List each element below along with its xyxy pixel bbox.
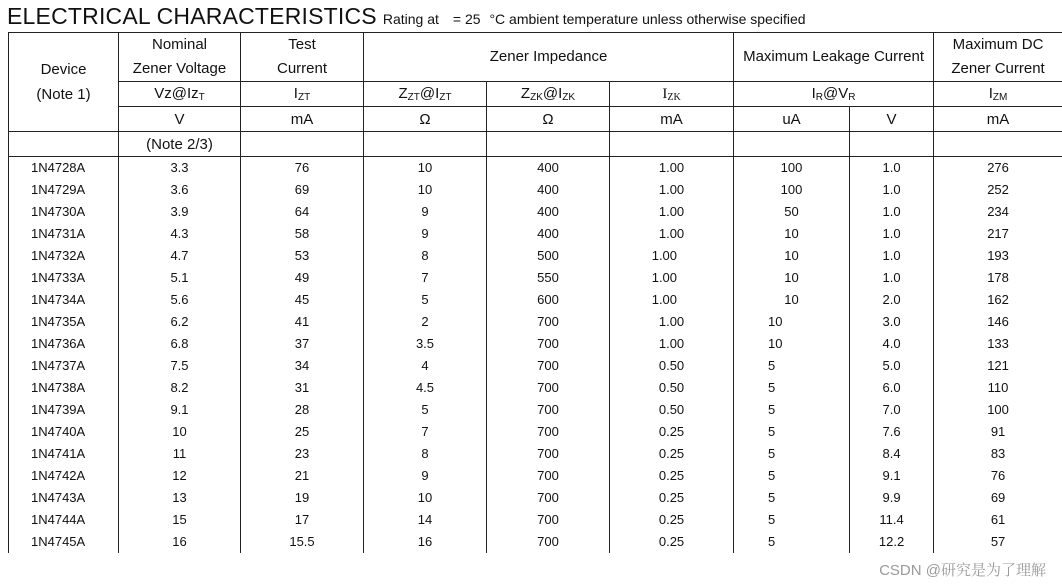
cell-izt: 21	[241, 465, 364, 487]
cell-vr: 1.0	[850, 201, 934, 223]
cell-device: 1N4745A	[9, 531, 119, 553]
table-row	[9, 531, 1062, 553]
characteristics-table	[8, 32, 1062, 553]
cell-vr: 1.0	[850, 223, 934, 245]
cell-izm: 83	[934, 443, 1062, 465]
cell-izt: 49	[241, 267, 364, 289]
cell-zzt: 9	[364, 201, 487, 223]
table-row	[9, 179, 1062, 201]
table-row	[9, 201, 1062, 223]
note-empty	[734, 132, 850, 157]
unit-ma: mA	[241, 107, 364, 132]
cell-zzt: 9	[364, 223, 487, 245]
table-row	[9, 355, 1062, 377]
cell-vr: 8.4	[850, 443, 934, 465]
table-row	[9, 421, 1062, 443]
cell-izt: 25	[241, 421, 364, 443]
cell-izk: 1.00	[610, 245, 734, 267]
title-rating: Rating at	[382, 11, 439, 27]
cell-ir: 10	[734, 289, 850, 311]
sym-izt: $I_{ZT}$	[241, 82, 364, 107]
sym-izm: $I_{ZM}$	[934, 82, 1062, 107]
cell-vr: 1.0	[850, 267, 934, 289]
cell-ir: 5	[734, 421, 850, 443]
cell-device: 1N4744A	[9, 509, 119, 531]
cell-izm: 217	[934, 223, 1062, 245]
cell-zzt: 7	[364, 421, 487, 443]
cell-izm: 162	[934, 289, 1062, 311]
cell-izm: 178	[934, 267, 1062, 289]
cell-zzk: 700	[487, 531, 610, 553]
cell-izt: 31	[241, 377, 364, 399]
cell-izk: 0.50	[610, 355, 734, 377]
cell-izm: 76	[934, 465, 1062, 487]
cell-zzk: 700	[487, 355, 610, 377]
cell-zzt: 4	[364, 355, 487, 377]
cell-vr: 4.0	[850, 333, 934, 355]
cell-vr: 6.0	[850, 377, 934, 399]
cell-izm: 61	[934, 509, 1062, 531]
max-dc-line-1: Maximum DC	[952, 36, 1044, 53]
cell-vr: 11.4	[850, 509, 934, 531]
cell-zzk: 400	[487, 223, 610, 245]
cell-vr: 7.0	[850, 399, 934, 421]
cell-izt: 19	[241, 487, 364, 509]
cell-izk: 0.25	[610, 443, 734, 465]
cell-zzt: 16	[364, 531, 487, 553]
cell-zzt: 9	[364, 465, 487, 487]
symbol-row	[9, 82, 1062, 107]
cell-izk: 0.50	[610, 377, 734, 399]
cell-vr: 1.0	[850, 179, 934, 201]
cell-vr: 1.0	[850, 157, 934, 179]
cell-zzk: 400	[487, 201, 610, 223]
test-line-1: Test	[288, 36, 316, 53]
cell-device: 1N4737A	[9, 355, 119, 377]
cell-device: 1N4741A	[9, 443, 119, 465]
cell-zzt: 7	[364, 267, 487, 289]
cell-vz: 3.9	[119, 201, 241, 223]
cell-vz: 9.1	[119, 399, 241, 421]
cell-device: 1N4734A	[9, 289, 119, 311]
cell-device: 1N4733A	[9, 267, 119, 289]
cell-vz: 10	[119, 421, 241, 443]
cell-izm: 276	[934, 157, 1062, 179]
cell-izk: 1.00	[610, 333, 734, 355]
cell-device: 1N4730A	[9, 201, 119, 223]
note-empty	[487, 132, 610, 157]
cell-zzt: 10	[364, 157, 487, 179]
cell-zzt: 4.5	[364, 377, 487, 399]
cell-izt: 28	[241, 399, 364, 421]
cell-ir: 10	[734, 333, 850, 355]
cell-zzk: 400	[487, 157, 610, 179]
cell-izm: 121	[934, 355, 1062, 377]
unit-row	[9, 107, 1062, 132]
cell-ir: 5	[734, 377, 850, 399]
cell-zzk: 550	[487, 267, 610, 289]
cell-izk: 1.00	[610, 179, 734, 201]
cell-izt: 41	[241, 311, 364, 333]
cell-vz: 12	[119, 465, 241, 487]
cell-zzt: 5	[364, 399, 487, 421]
cell-vr: 1.0	[850, 245, 934, 267]
note-empty	[934, 132, 1062, 157]
unit-ohm-zzk: Ω	[487, 107, 610, 132]
cell-izt: 34	[241, 355, 364, 377]
cell-izm: 91	[934, 421, 1062, 443]
unit-v: V	[119, 107, 241, 132]
cell-izk: 0.50	[610, 399, 734, 421]
cell-ir: 100	[734, 179, 850, 201]
cell-zzt: 10	[364, 487, 487, 509]
nominal-line-1: Nominal	[151, 36, 208, 53]
max-dc-line-2: Zener Current	[951, 60, 1045, 77]
cell-izm: 234	[934, 201, 1062, 223]
max-dc-header	[934, 33, 1062, 82]
cell-izm: 252	[934, 179, 1062, 201]
sym-izk: $I_{ZK}$	[610, 82, 734, 107]
table-row	[9, 311, 1062, 333]
cell-zzt: 10	[364, 179, 487, 201]
max-leakage-header: Maximum Leakage Current	[734, 33, 934, 82]
test-current-header	[241, 33, 364, 82]
sym-vz: $Vz@Iz_T$	[119, 82, 241, 107]
cell-zzk: 700	[487, 421, 610, 443]
note-empty	[241, 132, 364, 157]
test-line-2: Current	[276, 60, 328, 77]
cell-vr: 9.1	[850, 465, 934, 487]
nominal-line-2: Zener Voltage	[132, 60, 227, 77]
title-temp: = 25	[452, 11, 481, 27]
cell-zzk: 700	[487, 509, 610, 531]
cell-ir: 5	[734, 443, 850, 465]
device-label: Device	[40, 61, 87, 78]
cell-ir: 5	[734, 509, 850, 531]
unit-ohm-zzt: Ω	[364, 107, 487, 132]
cell-izt: 53	[241, 245, 364, 267]
cell-ir: 50	[734, 201, 850, 223]
cell-zzt: 8	[364, 443, 487, 465]
cell-zzt: 8	[364, 245, 487, 267]
cell-zzt: 14	[364, 509, 487, 531]
cell-zzt: 2	[364, 311, 487, 333]
cell-vz: 4.7	[119, 245, 241, 267]
cell-device: 1N4735A	[9, 311, 119, 333]
cell-ir: 10	[734, 245, 850, 267]
section-title	[7, 3, 806, 30]
cell-device: 1N4742A	[9, 465, 119, 487]
cell-ir: 10	[734, 267, 850, 289]
note-empty	[610, 132, 734, 157]
cell-vr: 5.0	[850, 355, 934, 377]
cell-zzk: 700	[487, 333, 610, 355]
note-empty	[850, 132, 934, 157]
cell-zzk: 700	[487, 465, 610, 487]
cell-izt: 17	[241, 509, 364, 531]
cell-zzk: 500	[487, 245, 610, 267]
cell-vz: 15	[119, 509, 241, 531]
cell-izk: 0.25	[610, 421, 734, 443]
cell-zzk: 600	[487, 289, 610, 311]
cell-zzk: 700	[487, 311, 610, 333]
cell-izt: 69	[241, 179, 364, 201]
cell-izt: 76	[241, 157, 364, 179]
cell-izk: 1.00	[610, 223, 734, 245]
cell-vz: 11	[119, 443, 241, 465]
cell-izt: 37	[241, 333, 364, 355]
table-row	[9, 443, 1062, 465]
cell-izk: 0.25	[610, 465, 734, 487]
cell-device: 1N4740A	[9, 421, 119, 443]
title-main: ELECTRICAL CHARACTERISTICS	[7, 3, 377, 29]
cell-vz: 3.6	[119, 179, 241, 201]
table-row	[9, 289, 1062, 311]
data-body	[9, 157, 1062, 553]
unit-v-vr: V	[850, 107, 934, 132]
table-row	[9, 465, 1062, 487]
table-row	[9, 333, 1062, 355]
cell-vr: 3.0	[850, 311, 934, 333]
cell-vz: 4.3	[119, 223, 241, 245]
unit-ma-izk: mA	[610, 107, 734, 132]
unit-ua: uA	[734, 107, 850, 132]
note-empty	[364, 132, 487, 157]
cell-izm: 193	[934, 245, 1062, 267]
table-row	[9, 377, 1062, 399]
nominal-voltage-header	[119, 33, 241, 82]
device-note: (Note 1)	[36, 86, 91, 103]
cell-device: 1N4743A	[9, 487, 119, 509]
cell-zzt: 3.5	[364, 333, 487, 355]
cell-izm: 133	[934, 333, 1062, 355]
header-row-1	[9, 33, 1062, 82]
cell-zzk: 400	[487, 179, 610, 201]
table-row	[9, 399, 1062, 421]
cell-izt: 64	[241, 201, 364, 223]
cell-izk: 1.00	[610, 311, 734, 333]
cell-izk: 0.25	[610, 487, 734, 509]
note-2-3: (Note 2/3)	[119, 132, 241, 157]
cell-vr: 9.9	[850, 487, 934, 509]
table-row	[9, 157, 1062, 179]
cell-vz: 5.6	[119, 289, 241, 311]
sym-zzk: $Z_{ZK}@I_{ZK}$	[487, 82, 610, 107]
cell-ir: 5	[734, 465, 850, 487]
cell-ir: 10	[734, 311, 850, 333]
table-row	[9, 223, 1062, 245]
note-row	[9, 132, 1062, 157]
cell-izt: 45	[241, 289, 364, 311]
cell-device: 1N4729A	[9, 179, 119, 201]
cell-izm: 57	[934, 531, 1062, 553]
cell-vz: 6.8	[119, 333, 241, 355]
cell-device: 1N4731A	[9, 223, 119, 245]
cell-zzk: 700	[487, 377, 610, 399]
watermark: CSDN @研究是为了理解	[879, 562, 1046, 579]
cell-zzk: 700	[487, 487, 610, 509]
cell-izk: 0.25	[610, 509, 734, 531]
cell-ir: 5	[734, 355, 850, 377]
cell-izk: 1.00	[610, 157, 734, 179]
cell-izk: 1.00	[610, 289, 734, 311]
cell-device: 1N4739A	[9, 399, 119, 421]
cell-vz: 7.5	[119, 355, 241, 377]
cell-vr: 2.0	[850, 289, 934, 311]
cell-vz: 6.2	[119, 311, 241, 333]
cell-ir: 5	[734, 487, 850, 509]
cell-device: 1N4728A	[9, 157, 119, 179]
table-row	[9, 509, 1062, 531]
table-row	[9, 267, 1062, 289]
cell-vz: 16	[119, 531, 241, 553]
cell-zzk: 700	[487, 399, 610, 421]
cell-izm: 146	[934, 311, 1062, 333]
unit-ma-izm: mA	[934, 107, 1062, 132]
cell-zzk: 700	[487, 443, 610, 465]
table-row	[9, 245, 1062, 267]
cell-izk: 1.00	[610, 201, 734, 223]
cell-ir: 10	[734, 223, 850, 245]
cell-izt: 15.5	[241, 531, 364, 553]
cell-ir: 5	[734, 399, 850, 421]
cell-vz: 8.2	[119, 377, 241, 399]
cell-izm: 100	[934, 399, 1062, 421]
cell-vz: 3.3	[119, 157, 241, 179]
cell-izt: 58	[241, 223, 364, 245]
note-empty	[9, 132, 119, 157]
cell-izk: 0.25	[610, 531, 734, 553]
cell-izm: 69	[934, 487, 1062, 509]
cell-vz: 13	[119, 487, 241, 509]
cell-device: 1N4732A	[9, 245, 119, 267]
sym-zzt: $Z_{ZT}@I_{ZT}$	[364, 82, 487, 107]
device-header	[9, 33, 119, 132]
table-row	[9, 487, 1062, 509]
cell-vr: 7.6	[850, 421, 934, 443]
cell-izk: 1.00	[610, 267, 734, 289]
cell-vr: 12.2	[850, 531, 934, 553]
sym-ir: $I_R@V_R$	[734, 82, 934, 107]
cell-izt: 23	[241, 443, 364, 465]
title-rest: °C ambient temperature unless otherwise specified	[489, 11, 806, 27]
cell-zzt: 5	[364, 289, 487, 311]
cell-ir: 100	[734, 157, 850, 179]
zener-impedance-header: Zener Impedance	[364, 33, 734, 82]
cell-izm: 110	[934, 377, 1062, 399]
cell-vz: 5.1	[119, 267, 241, 289]
cell-ir: 5	[734, 531, 850, 553]
cell-device: 1N4736A	[9, 333, 119, 355]
cell-device: 1N4738A	[9, 377, 119, 399]
